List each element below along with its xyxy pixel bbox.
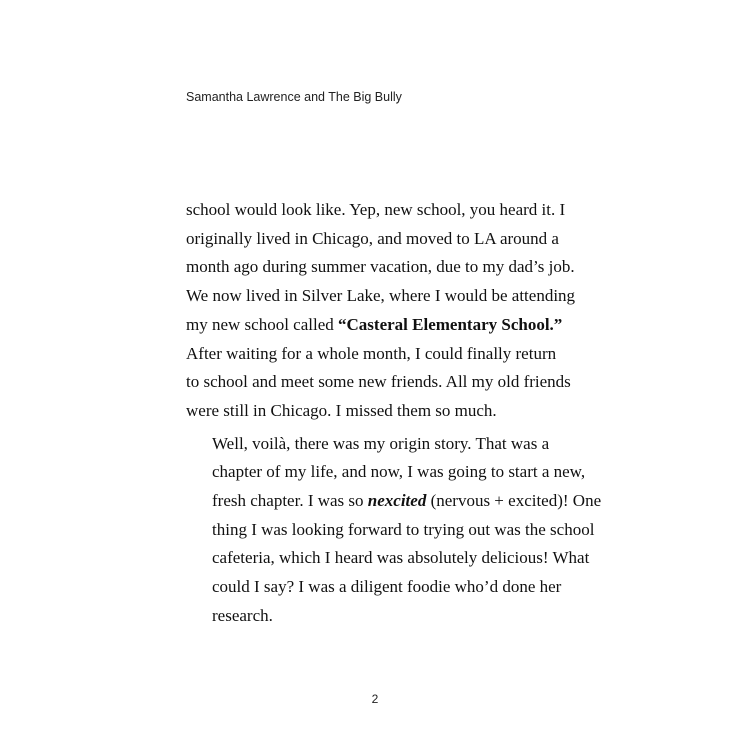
- text-line: We now lived in Silver Lake, where I would be attending: [186, 286, 576, 306]
- text-line: originally lived in Chicago, and moved to LA around a: [186, 228, 559, 248]
- text-line: month ago during summer vacation, due to my dad’s job.: [186, 257, 575, 277]
- text-line: to school and meet some new friends. All my old friends: [186, 372, 571, 392]
- text-line: cafeteria, which I heard was absolutely delicious! What: [212, 548, 590, 568]
- text-line: After waiting for a whole month, I could finally return: [186, 343, 557, 363]
- text-line: research.: [212, 605, 273, 625]
- text-line: Well, voilà, there was my origin story. That was a: [212, 433, 550, 453]
- text-run: my new school called: [186, 314, 339, 334]
- text-line: [186, 487, 602, 516]
- page-number: 2: [371, 692, 379, 706]
- school-name: “Casteral Elementary School.”: [338, 314, 563, 334]
- text-line: [186, 311, 563, 340]
- text-line: were still in Chicago. I missed them so much.: [186, 400, 497, 420]
- text-run: (nervous + excited)! One: [426, 491, 602, 511]
- text-line: thing I was looking forward to trying out was the school: [212, 519, 595, 539]
- text-line: school would look like. Yep, new school, you heard it. I: [186, 200, 566, 219]
- text-run: fresh chapter. I was so: [212, 491, 368, 511]
- paragraph-2: [186, 430, 602, 631]
- emphasis-word: nexcited: [367, 491, 427, 511]
- paragraph-1: [186, 196, 576, 426]
- text-line: could I say? I was a diligent foodie who’d done her: [212, 577, 562, 597]
- running-header: Samantha Lawrence and The Big Bully: [186, 90, 402, 104]
- text-line: chapter of my life, and now, I was going to start a new,: [212, 462, 586, 482]
- body-text: [186, 196, 602, 631]
